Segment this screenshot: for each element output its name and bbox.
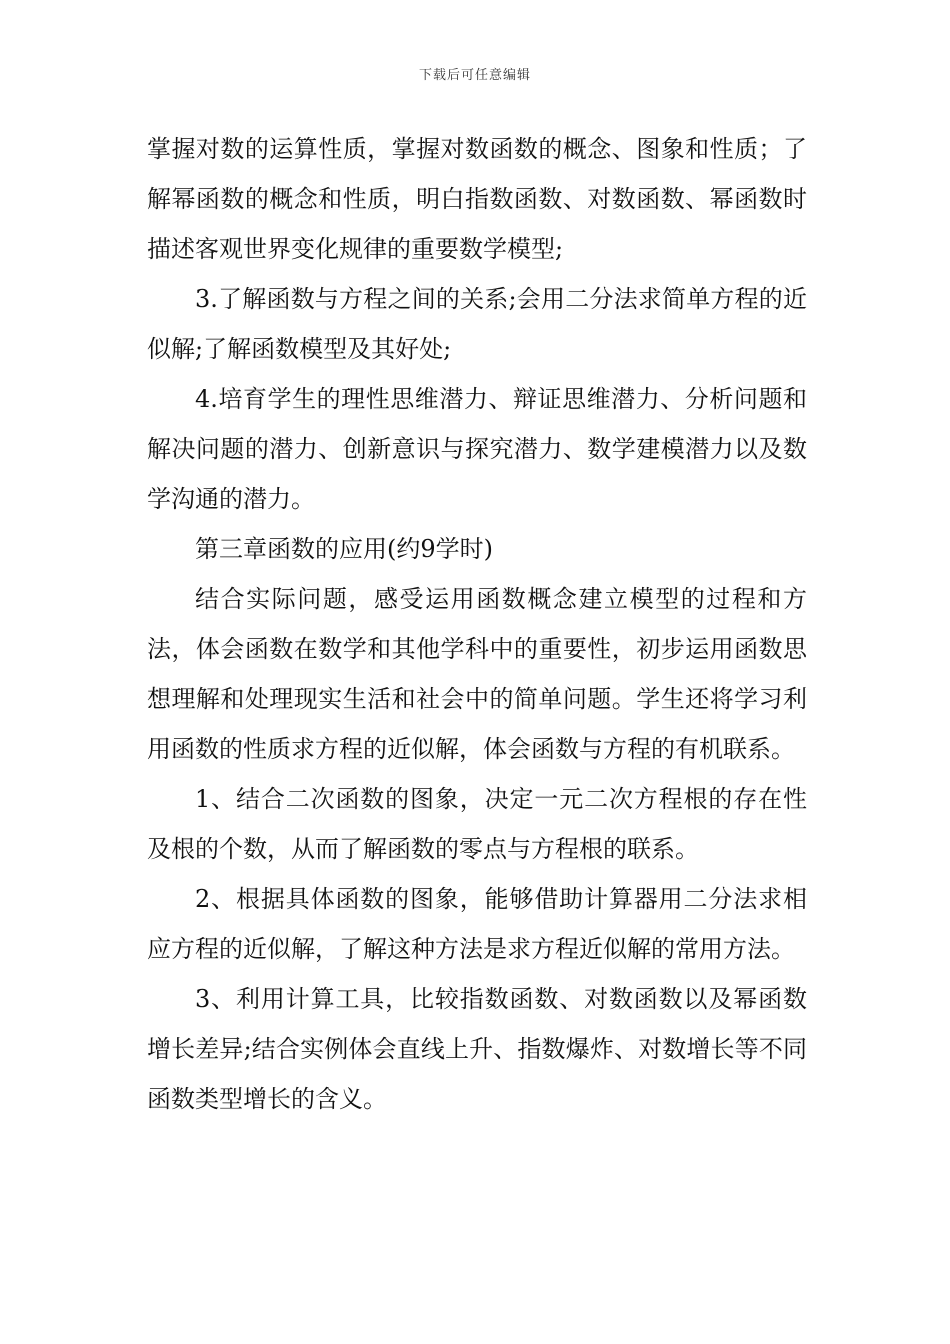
paragraph-item-4: 4.培育学生的理性思维潜力、辩证思维潜力、分析问题和解决问题的潜力、创新意识与探究潜力、数学建模潜力以及数学沟通的潜力。 [147,385,807,513]
paragraph-point-3: 3、利用计算工具，比较指数函数、对数函数以及幂函数增长差异;结合实例体会直线上升、指数爆炸、对数增长等不同函数类型增长的含义。 [147,985,807,1113]
paragraph-item-3: 3.了解函数与方程之间的关系;会用二分法求简单方程的近似解;了解函数模型及其好处; [147,285,807,363]
paragraph-chapter-intro: 结合实际问题，感受运用函数概念建立模型的过程和方法，体会函数在数学和其他学科中的重要性，初步运用函数思想理解和处理现实生活和社会中的简单问题。学生还将学习利用函数的性质求方程的近似解，体会函数与方程的有机联系。 [147,585,807,763]
paragraph-log-functions: 掌握对数的运算性质，掌握对数函数的概念、图象和性质；了解幂函数的概念和性质，明白指数函数、对数函数、幂函数时描述客观世界变化规律的重要数学模型; [147,135,807,263]
paragraph-point-2: 2、根据具体函数的图象，能够借助计算器用二分法求相应方程的近似解，了解这种方法是求方程近似解的常用方法。 [147,885,807,963]
paragraph-point-1: 1、结合二次函数的图象，决定一元二次方程根的存在性及根的个数，从而了解函数的零点与方程根的联系。 [147,785,807,863]
page-header: 下载后可任意编辑 [418,68,531,83]
document-body [147,124,807,1124]
chapter-heading: 第三章函数的应用(约9学时) [195,535,493,563]
